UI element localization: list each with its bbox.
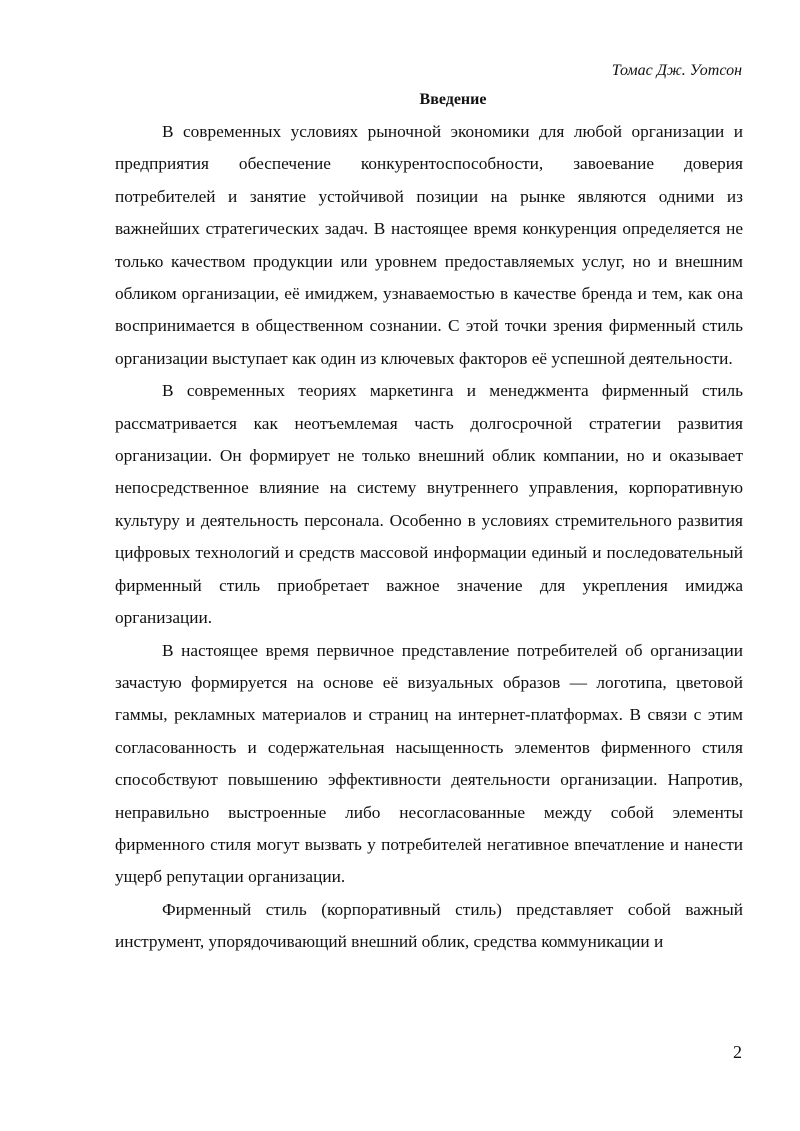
body-text [115, 116, 743, 959]
page-number: 2 [733, 1042, 742, 1062]
paragraph: В современных теориях маркетинга и менеджмента фирменный стиль рассматривается как неотъемлемая часть долгосрочной стратегии развития организации. Он формирует не только внешний облик компании, но и оказывает непосредственное влияние на систему внутреннего управления, корпоративную культуру и деятельность персонала. Особенно в условиях стремительного развития цифровых технологий и средств массовой информации единый и последовательный фирменный стиль приобретает важное значение для укрепления имиджа организации. [115, 381, 743, 628]
paragraph: Фирменный стиль (корпоративный стиль) представляет собой важный инструмент, упорядочивающий внешний облик, средства коммуникации и [115, 899, 743, 952]
header-author: Томас Дж. Уотсон [611, 62, 742, 79]
paragraph: В современных условиях рыночной экономики для любой организации и предприятия обеспечение конкурентоспособности, завоевание доверия потребителей и занятие устойчивой позиции на рынке являются одними из важнейших стратегических задач. В настоящее время конкуренция определяется не только качеством продукции или уровнем предоставляемых услуг, но и внешним обликом организации, её имиджем, узнаваемостью в качестве бренда и тем, как она воспринимается в общественном сознании. С этой точки зрения фирменный стиль организации выступает как один из ключевых факторов её успешной деятельности. [115, 122, 743, 368]
paragraph: В настоящее время первичное представление потребителей об организации зачастую формируется на основе её визуальных образов — логотипа, цветовой гаммы, рекламных материалов и страниц на интернет-платформах. В связи с этим согласованность и содержательная насыщенность элементов фирменного стиля способствуют повышению эффективности деятельности организации. Напротив, неправильно выстроенные либо несогласованные между собой элементы фирменного стиля могут вызвать у потребителей негативное впечатление и нанести ущерб репутации организации. [115, 640, 743, 887]
section-title: Введение [419, 91, 487, 108]
